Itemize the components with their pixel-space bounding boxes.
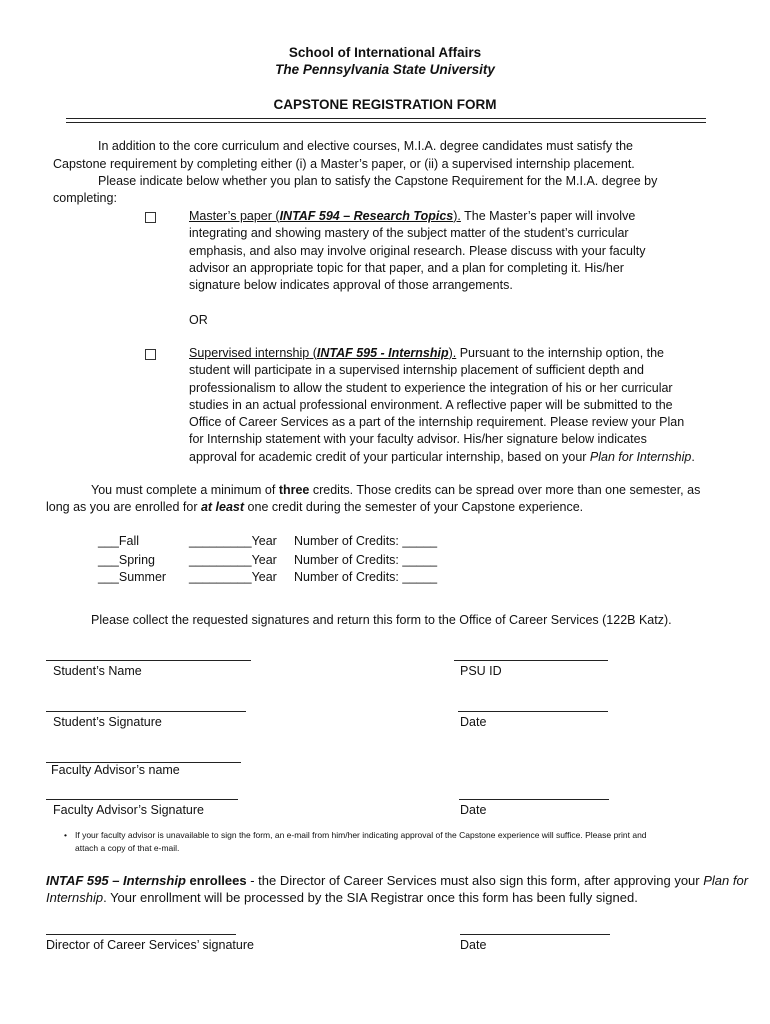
credits-line-1: You must complete a minimum of three credits. Those credits can be spread over more than one semester, as — [91, 483, 701, 497]
enrollees-line-2: Internship. Your enrollment will be processed by the SIA Registrar once this form has been fully signed. — [46, 890, 638, 905]
title-rule-top — [66, 118, 706, 119]
year-summer-field[interactable]: _________Year — [189, 570, 277, 584]
internship-line: professionalism to allow the student to experience the integration of his or her curricular — [189, 380, 673, 395]
year-fall-field[interactable]: _________Year — [189, 534, 277, 548]
or-separator: OR — [189, 313, 208, 327]
title-rule-bottom — [66, 122, 706, 123]
director-signature-label: Director of Career Services’ signature — [46, 938, 254, 952]
enrollees-line-1: INTAF 595 – Internship enrollees - the Director of Career Services must also sign this form, after approving your Plan for — [46, 873, 749, 888]
term-fall-field[interactable]: ___Fall — [98, 534, 139, 548]
student-name-line[interactable] — [46, 660, 251, 661]
intro-line-1: In addition to the core curriculum and elective courses, M.I.A. degree candidates must satisfy the — [98, 139, 633, 153]
collect-instructions: Please collect the requested signatures and return this form to the Office of Career Services (122B Katz). — [91, 613, 672, 627]
masters-line: integrating and showing mastery of the subject matter of the student’s curricular — [189, 226, 629, 241]
intro-line-2: Capstone requirement by completing either (i) a Master’s paper, or (ii) a supervised internship placement. — [53, 157, 635, 171]
student-date-label: Date — [460, 715, 487, 729]
credits-line-2: long as you are enrolled for at least one credit during the semester of your Capstone experience. — [46, 500, 584, 514]
advisor-signature-line[interactable] — [46, 799, 238, 800]
internship-line: studies in an actual professional environment. A reflective paper will be submitted to the — [189, 397, 673, 412]
masters-course: INTAF 594 – Research Topics — [279, 209, 454, 223]
internship-line: for Internship statement with your faculty advisor. His/her signature below indicates — [189, 432, 647, 447]
student-date-line[interactable] — [458, 711, 608, 712]
intro-line-4: completing: — [53, 191, 117, 205]
masters-paper-option: Master’s paper (INTAF 594 – Research Topics). The Master’s paper will involve integrating and showing mastery of the subject matter of the student’s curricular emphasis, and also may involve original research. Please discuss with your faculty advisor an appropriate topic for that paper, and a plan for completing it. His/her signature below indicates approval of those arrangements. — [189, 208, 645, 294]
university-name: The Pennsylvania State University — [275, 62, 495, 77]
internship-label: Supervised internship — [189, 346, 310, 360]
masters-line: emphasis, and also may involve original research. Please discuss with your faculty — [189, 243, 646, 258]
year-spring-field[interactable]: _________Year — [189, 553, 277, 567]
advisor-name-label: Faculty Advisor’s name — [51, 763, 180, 777]
director-date-line[interactable] — [460, 934, 610, 935]
internship-course: INTAF 595 - Internship — [316, 346, 449, 360]
advisor-date-line[interactable] — [459, 799, 609, 800]
psu-id-line[interactable] — [454, 660, 608, 661]
credits-spring-field[interactable]: Number of Credits: _____ — [294, 553, 438, 567]
student-signature-line[interactable] — [46, 711, 246, 712]
masters-line: signature below indicates approval of those arrangements. — [189, 278, 513, 293]
note-bullet: • — [64, 830, 67, 840]
term-spring-field[interactable]: ___Spring — [98, 553, 155, 567]
credits-summer-field[interactable]: Number of Credits: _____ — [294, 570, 438, 584]
form-title: CAPSTONE REGISTRATION FORM — [273, 97, 497, 112]
intro-line-3: Please indicate below whether you plan to satisfy the Capstone Requirement for the M.I.A. degree by — [98, 174, 658, 188]
note-line-1: If your faculty advisor is unavailable to sign the form, an e-mail from him/her indicating approval of the Capstone experience will suffice. Please print and — [75, 830, 647, 840]
credits-fall-field[interactable]: Number of Credits: _____ — [294, 534, 438, 548]
internship-line: student will participate in a supervised internship placement of sufficient depth and — [189, 363, 644, 378]
director-date-label: Date — [460, 938, 487, 952]
masters-line: advisor an appropriate topic for that paper, and a plan for completing it. His/her — [189, 260, 624, 275]
internship-option: Supervised internship (INTAF 595 - Internship). Pursuant to the internship option, the student will participate in a supervised internship placement of sufficient depth and professionalism to allow the student to experience the integration of his or her curricular studies in an actual professional environment. A reflective paper will be submitted to the Office of Career Services as a part of the internship requirement. Please review your Plan for Internship statement with your faculty advisor. His/her signature below indicates approval for academic credit of your particular internship, based on your Plan for Internship. — [189, 346, 695, 464]
school-name: School of International Affairs — [288, 45, 482, 60]
internship-line: Office of Career Services as a part of the internship requirement. Please review your Plan — [189, 415, 685, 430]
advisor-signature-label: Faculty Advisor’s Signature — [53, 803, 205, 817]
masters-paper-checkbox[interactable] — [145, 212, 156, 223]
psu-id-label: PSU ID — [460, 664, 502, 678]
internship-checkbox[interactable] — [145, 349, 156, 360]
director-signature-line[interactable] — [46, 934, 236, 935]
advisor-date-label: Date — [460, 803, 487, 817]
student-name-label: Student’s Name — [53, 664, 142, 678]
student-signature-label: Student’s Signature — [53, 715, 162, 729]
term-summer-field[interactable]: ___Summer — [98, 570, 167, 584]
masters-paper-label: Master’s paper — [189, 209, 272, 223]
note-line-2: attach a copy of that e-mail. — [75, 843, 180, 853]
